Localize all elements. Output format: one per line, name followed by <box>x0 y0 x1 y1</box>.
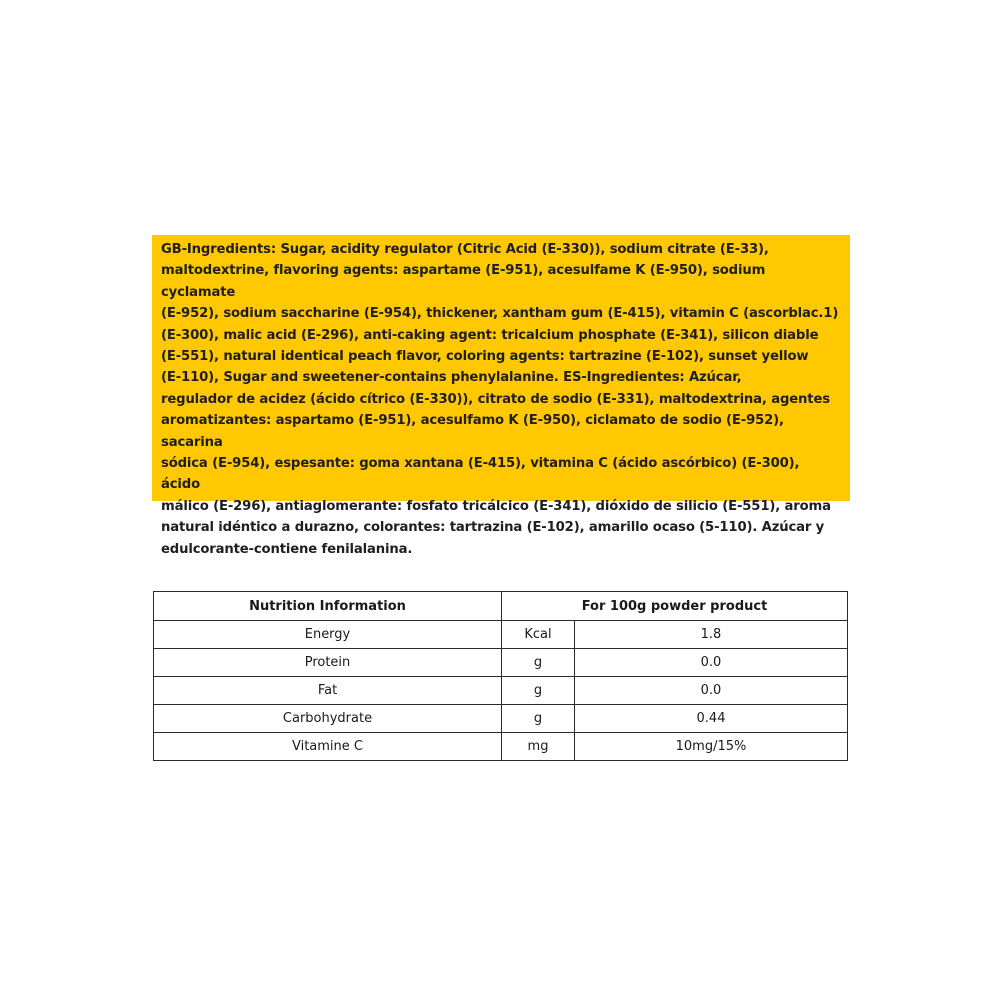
table-row <box>154 621 848 649</box>
nutrient-value: 0.44 <box>575 705 848 733</box>
nutrition-header-per: For 100g powder product <box>502 592 848 621</box>
ingredients-panel <box>152 235 850 557</box>
nutrient-value: 0.0 <box>575 649 848 677</box>
table-row <box>154 677 848 705</box>
nutrient-unit: mg <box>502 733 575 761</box>
table-row <box>154 733 848 761</box>
nutrient-unit: g <box>502 649 575 677</box>
nutrient-unit: g <box>502 705 575 733</box>
nutrient-name: Protein <box>154 649 502 677</box>
nutrient-value: 0.0 <box>575 677 848 705</box>
nutrient-unit: g <box>502 677 575 705</box>
nutrition-header-row <box>154 592 848 621</box>
table-row <box>154 649 848 677</box>
nutrient-name: Vitamine C <box>154 733 502 761</box>
nutrient-value: 10mg/15% <box>575 733 848 761</box>
nutrition-table <box>153 591 848 761</box>
nutrient-value: 1.8 <box>575 621 848 649</box>
ingredients-text: GB-Ingredients: Sugar, acidity regulator (Citric Acid (E-330)), sodium citrate (E-33), maltodextrine, flavoring agents: aspartame (E-951), acesulfame K (E-950), sodium cyclamate (E-952), sodium saccharine (E-954), thickener, xantham gum (E-415), vitamin C (ascorblac.1) (E-300), malic acid (E-296), anti-caking agent: tricalcium phosphate (E-341), silicon diable (E-551), natural identical peach flavor, coloring agents: tartrazine (E-102), sunset yellow (E-110), Sugar and sweetener-contains phenylalanine. ES-Ingredientes: Azúcar, regulador de acidez (ácido cítrico (E-330)), citrato de sodio (E-331), maltodextrina, agentes aromatizantes: aspartamo (E-951), acesulfamo K (E-950), ciclamato de sodio (E-952), sacarina sódica (E-954), espesante: goma xantana (E-415), vitamina C (ácido ascórbico) (E-300), ácido málico (E-296), antiaglomerante: fosfato tricálcico (E-341), dióxido de silicio (E-551), aroma natural idéntico a durazno, colorantes: tartrazina (E-102), amarillo ocaso (5-110). Azúcar y edulcorante-contiene fenilalanina. <box>161 242 839 557</box>
nutrient-name: Energy <box>154 621 502 649</box>
nutrition-header-name: Nutrition Information <box>154 592 502 621</box>
nutrient-name: Carbohydrate <box>154 705 502 733</box>
table-row <box>154 705 848 733</box>
nutrient-unit: Kcal <box>502 621 575 649</box>
nutrient-name: Fat <box>154 677 502 705</box>
